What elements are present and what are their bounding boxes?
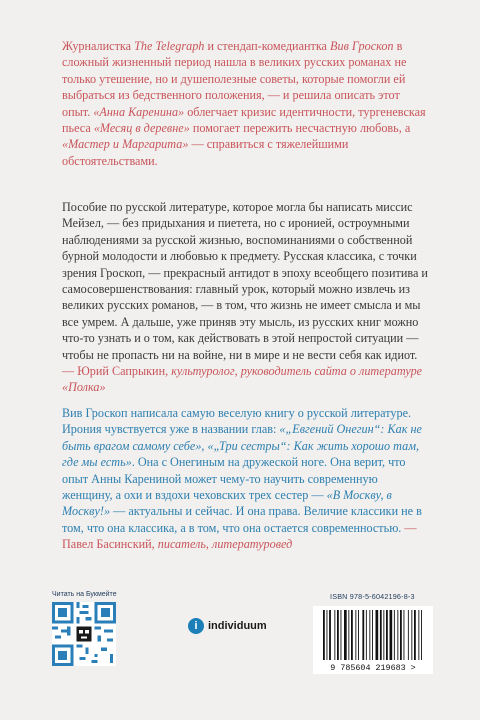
barcode-bar — [344, 610, 347, 660]
text-span: «„Евгений Онегин“: Как не быть врагом самому себе», «„Три сестры“: Как жить хорошо там, где мы есть» — [62, 422, 422, 470]
barcode-bar — [323, 610, 325, 660]
text-span: The Telegraph — [134, 39, 205, 53]
barcode-bar — [334, 610, 335, 660]
barcode-bar — [383, 610, 384, 660]
text-span: — актуальны и сейчас. И она права. Величие классики не в том, что она классика, а в том, что она остается современностью. — [62, 504, 422, 535]
barcode-bar — [348, 610, 349, 660]
barcode-bar — [418, 610, 419, 660]
barcode-bar — [386, 610, 388, 660]
barcode-bar — [376, 610, 379, 660]
barcode-bar — [329, 610, 331, 660]
barcode-bar — [414, 610, 416, 660]
barcode-bar — [380, 610, 382, 660]
barcode-bar — [394, 610, 395, 660]
barcode-bar — [327, 610, 328, 660]
text-span: Вив Гроскоп написала самую веселую книгу о русской литературе. Ирония чувствуется уже в названии глав: — [62, 406, 412, 437]
isbn-number: ISBN 978-5-6042196-8-3 — [330, 592, 415, 601]
barcode-bar — [421, 610, 422, 660]
barcode-bar — [369, 610, 370, 660]
text-span: облегчает кризис идентичности, тургеневская пьеса — [62, 104, 426, 136]
quote-author-role: писатель, литературовед — [157, 537, 293, 552]
barcode-icon — [313, 606, 433, 674]
logo-mark-icon: i — [188, 618, 204, 634]
barcode-bar — [351, 610, 353, 660]
quote-author-role: культуролог, руководитель сайта о литературе «Полка» — [62, 364, 423, 395]
text-span: . Она с Онегиным на дружеской ноге. Она верит, что опыт Анны Карениной может чему-то научить современную женщину, а охи и вздохи чеховских трех сестер — — [62, 455, 406, 503]
quote-author: — Юрий Сапрыкин, — [62, 364, 172, 379]
barcode-bar — [390, 610, 393, 660]
text-span: Вив Гроскоп — [330, 39, 394, 53]
text-span: «В Москву, в Москву!» — [62, 488, 392, 519]
text-span: — справиться с тяжелейшими обстоятельствами. — [62, 137, 349, 168]
barcode-graphic — [313, 606, 433, 674]
qr-label: Читать на Букмейте — [52, 591, 117, 598]
barcode-bar — [397, 610, 398, 660]
barcode-bar — [358, 610, 359, 660]
quote-text: Пособие по русской литературе, которое могла бы написать миссис Мейзел, — без придыхания и пиетета, но с иронией, остроумными наблюдениями за русской жизнью, воспоминаниями о собственной бурной молодости и любовью к предмету. Русская классика, с точки зрения Гроскоп, — прекрасный антидот в эпоху всеобщего позитива и самосовершенствования: главный урок, который можно извлечь из великих русских романов, — в том, что жизнь не имеет смысла и мы все умрем. А дальше, уже приняв эту мысль, из русских книг можно что-то узнать и о том, как действовать в этой непростой ситуации — чтобы не пропасть ни на войне, ни в мире и не вести себя как идиот. — [62, 200, 428, 362]
text-span: Журналистка — [62, 39, 135, 53]
text-span: помогает пережить несчастную любовь, а — [189, 121, 411, 136]
text-span: «Мастер и Маргарита» — [62, 137, 189, 152]
barcode-bar — [408, 610, 409, 660]
text-span: «Месяц в деревне» — [93, 121, 190, 136]
barcode-digits: 9 785604 219683 > — [330, 663, 416, 673]
review-quote-saprykin — [62, 199, 428, 396]
barcode-bar — [362, 610, 364, 660]
text-span: и стендап-комедиантка — [204, 39, 331, 53]
barcode-bar — [337, 610, 339, 660]
publisher-annotation — [62, 38, 428, 169]
barcode-bar — [404, 610, 405, 660]
quote-author: — Павел Басинский, — [62, 520, 417, 552]
barcode-bar — [355, 610, 356, 660]
review-quote-basinsky — [62, 405, 428, 553]
logo-wordmark: individuum — [208, 620, 267, 632]
qr-code-icon[interactable] — [52, 602, 116, 666]
barcode-bar — [366, 610, 367, 660]
qr-block[interactable] — [52, 591, 117, 671]
text-span: «Анна Каренина» — [93, 104, 185, 119]
barcode-bar — [372, 610, 373, 660]
publisher-logo — [188, 618, 267, 634]
barcode-bar — [411, 610, 412, 660]
barcode-bar — [400, 610, 402, 660]
text-span: в сложный жизненный период нашла в великих русских романах не только утешение, но и душеполезные советы, которые помогли ей выбраться из бедственного положения, — и решила описать этот опыт. — [62, 39, 407, 119]
barcode-bar — [341, 610, 342, 660]
